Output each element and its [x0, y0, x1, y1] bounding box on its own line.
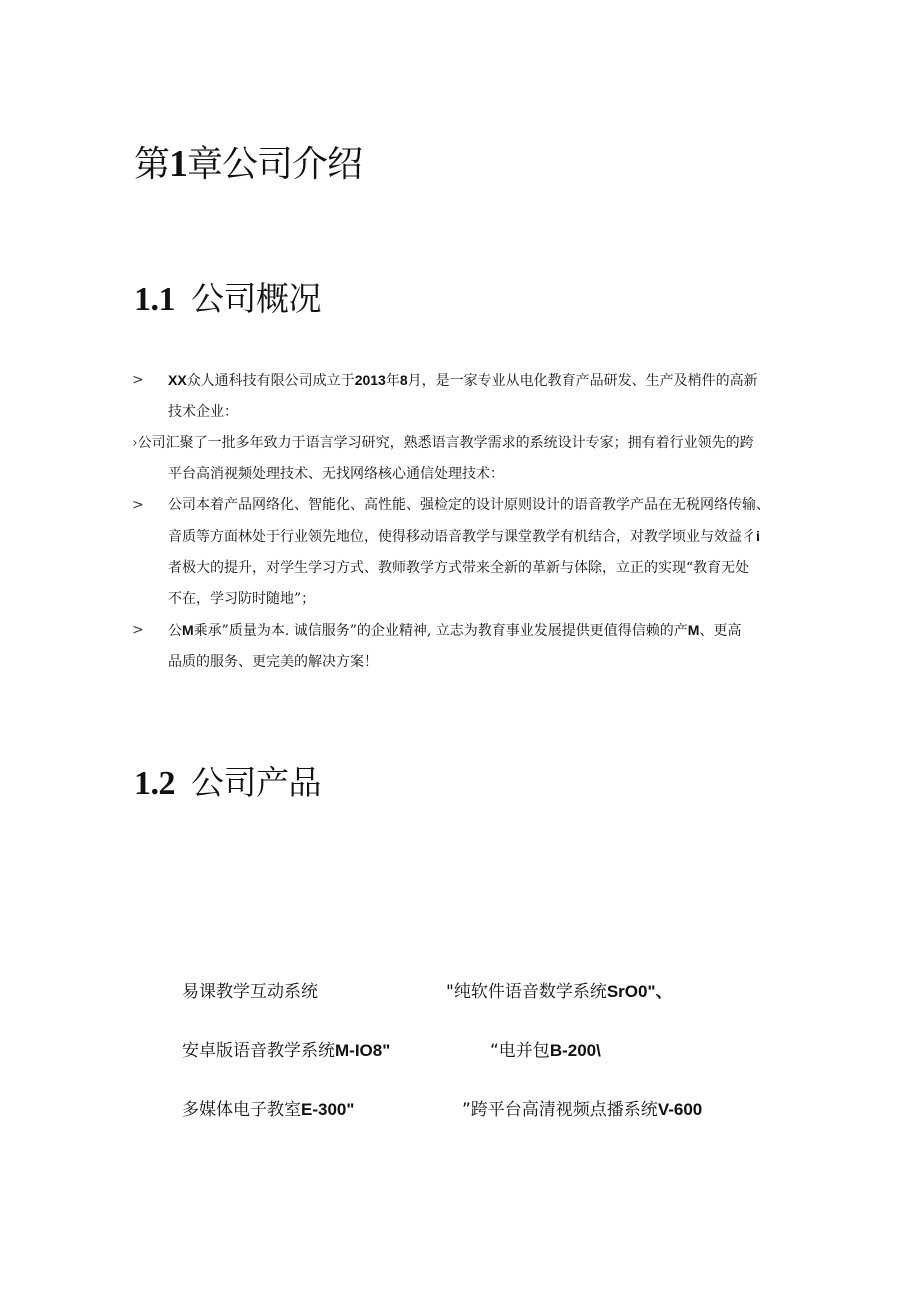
text-run: 公司本着产品网络化、智能化、高性能、强检定的设计原则设计的语音教学产品在无税网络传输、	[168, 497, 770, 513]
bullet-line	[168, 521, 812, 553]
product-model: V-600	[657, 1100, 703, 1119]
chapter-number: 1	[169, 143, 188, 185]
text-run: 不在，学习防时随地”；	[168, 591, 316, 607]
section-title: 公司概况	[191, 279, 321, 318]
bullet-item	[132, 615, 812, 678]
bullet-line	[168, 615, 812, 647]
text-run: 品质的服务、更完美的解决方案！	[168, 654, 378, 670]
product-name: “电并包	[490, 1041, 550, 1061]
text-run: 者极大的提升，对学生学习方式、教师教学方式带来全新的革新与体除，立正的实现“教育无处	[168, 560, 750, 576]
product-model: E-300"	[301, 1100, 355, 1119]
section-heading-products	[134, 757, 321, 804]
text-run: 众人通科技有限公司成立于	[186, 373, 355, 389]
product-model: B-200\	[549, 1041, 601, 1060]
bullet-line	[168, 397, 812, 428]
company-name-prefix: XX	[168, 372, 187, 388]
founding-month: 8	[399, 372, 408, 388]
product-name: "纯软件语音数学系统	[446, 982, 607, 1002]
product-item	[182, 977, 318, 1002]
product-item	[462, 1095, 702, 1120]
text-run: 公司汇聚了一批多年致力于语言学习研究，熟悉语言教学需求的系统设计专家；拥有着行业领先的跨	[137, 435, 754, 451]
product-item	[182, 1036, 390, 1061]
text-run: 平台高消视频处理技术、无找网络核心通信处理技术：	[168, 466, 504, 482]
bullet-line	[168, 647, 812, 678]
chapter-title: 章公司介绍	[187, 144, 363, 185]
chapter-prefix: 第	[134, 144, 170, 185]
bullet-line	[168, 553, 812, 584]
text-run: 公	[168, 623, 182, 639]
bullet-line	[168, 584, 812, 615]
chapter-heading	[134, 136, 362, 187]
section-number: 1.2	[134, 765, 175, 802]
section-heading-overview	[134, 273, 321, 320]
product-name: 易课教学互动系统	[182, 982, 318, 1002]
founding-year: 2013	[354, 372, 386, 388]
text-run: 乘承”质量为本. 诚信服务”的企业精神, 立志为教育事业发展提供更值得信赖的产	[193, 623, 688, 639]
bullet-item	[132, 490, 812, 615]
bullet-line	[168, 490, 812, 521]
bullet-item	[132, 365, 812, 428]
section-title: 公司产品	[191, 763, 321, 802]
product-model: SrO0"、	[606, 982, 673, 1001]
product-item	[182, 1095, 354, 1120]
text-run: 年	[385, 373, 400, 389]
text-run: i	[756, 528, 760, 544]
bullet-line	[168, 365, 812, 397]
product-model: M-IO8"	[335, 1041, 391, 1060]
bullet-item	[132, 428, 812, 490]
bullet-marker: >	[132, 497, 144, 513]
product-item	[490, 1036, 601, 1061]
bullet-marker: >	[132, 372, 144, 388]
text-run: 音质等方面林处于行业领先地位，使得移动语音教学与课堂教学有机结合，对教学顷业与效益彳	[168, 529, 756, 545]
product-name: ”跨平台高清视频点播系统	[462, 1100, 658, 1120]
overview-bullet-list	[132, 365, 812, 678]
bullet-line	[132, 459, 812, 490]
text-run: 技术企业：	[168, 404, 238, 420]
text-run: 、更高	[699, 623, 742, 639]
bullet-marker: ›	[132, 435, 138, 451]
text-run: M	[182, 622, 194, 638]
product-name: 安卓版语音教学系统	[182, 1041, 335, 1061]
text-run: 月，是一家专业从电化教育产品研发、生产及梢件的高新	[407, 373, 758, 389]
bullet-marker: >	[132, 622, 144, 638]
product-name: 多媒体电子教室	[182, 1100, 301, 1120]
product-item	[446, 977, 673, 1002]
section-number: 1.1	[134, 281, 175, 318]
text-run: M	[687, 622, 700, 638]
bullet-line	[132, 428, 812, 459]
